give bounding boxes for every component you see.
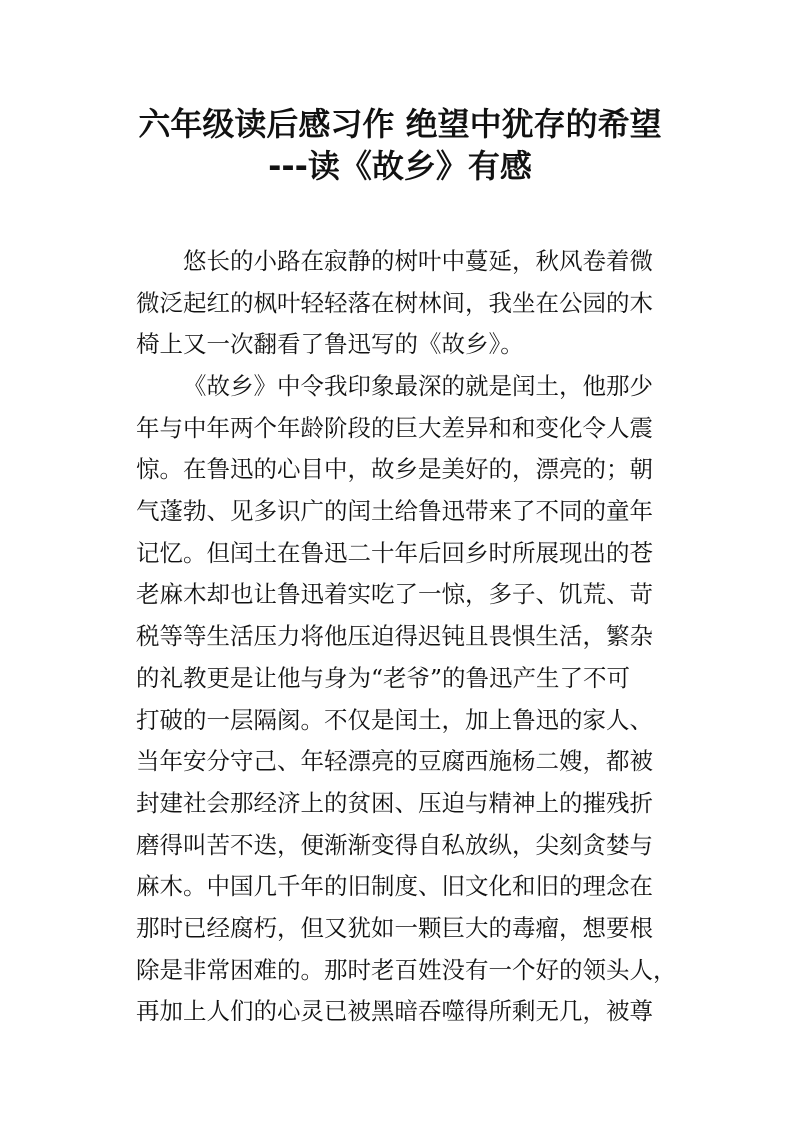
paragraph-line: 除是非常困难的。那时老百姓没有一个好的领头人， <box>136 955 677 984</box>
paragraph-line: 的礼教更是让他与身为“老爷”的鲁迅产生了不可 <box>136 663 631 692</box>
paragraph-line: 气蓬勃、见多识广的闰土给鲁迅带来了不同的童年 <box>136 497 653 526</box>
paragraph-line: 记忆。但闰土在鲁迅二十年后回乡时所展现出的苍 <box>136 538 653 567</box>
paragraph-line: 惊。在鲁迅的心目中，故乡是美好的，漂亮的；朝 <box>136 455 653 484</box>
paragraph-line: 当年安分守己、年轻漂亮的豆腐西施杨二嫂，都被 <box>136 747 653 776</box>
paragraph-line: 老麻木却也让鲁迅着实吃了一惊，多子、饥荒、苛 <box>136 580 653 609</box>
paragraph-line: 那时已经腐朽，但又犹如一颗巨大的毒瘤，想要根 <box>136 913 653 942</box>
paragraph-line: 悠长的小路在寂静的树叶中蔓延，秋风卷着微 <box>183 247 653 275</box>
paragraph-line: 打破的一层隔阂。不仅是闰土，加上鲁迅的家人、 <box>136 705 653 734</box>
paragraph-line: 《故乡》中令我印象最深的就是闰土，他那少 <box>183 372 653 400</box>
paragraph-line: 椅上又一次翻看了鲁迅写的《故乡》。 <box>136 330 524 359</box>
paragraph-line: 麻木。中国几千年的旧制度、旧文化和旧的理念在 <box>136 872 653 901</box>
paragraph-line: 年与中年两个年龄阶段的巨大差异和和变化令人震 <box>136 413 653 442</box>
paragraph-line: 微泛起红的枫叶轻轻落在树林间，我坐在公园的木 <box>136 288 653 317</box>
paragraph-1 <box>136 241 676 366</box>
paragraph-line: 封建社会那经济上的贫困、压迫与精神上的摧残折 <box>136 788 653 817</box>
document-title-line-1: 六年级读后感习作 绝望中犹存的希望 <box>138 105 662 143</box>
paragraph-line: 磨得叫苦不迭，便渐渐变得自私放纵，尖刻贪婪与 <box>136 830 653 859</box>
document-title-line-2: ---读《故乡》有感 <box>268 147 532 185</box>
paragraph-line: 税等等生活压力将他压迫得迟钝且畏惧生活，繁杂 <box>136 622 653 651</box>
paragraph-line: 再加上人们的心灵已被黑暗吞噬得所剩无几，被尊 <box>136 997 653 1026</box>
paragraph-2 <box>136 366 676 1033</box>
